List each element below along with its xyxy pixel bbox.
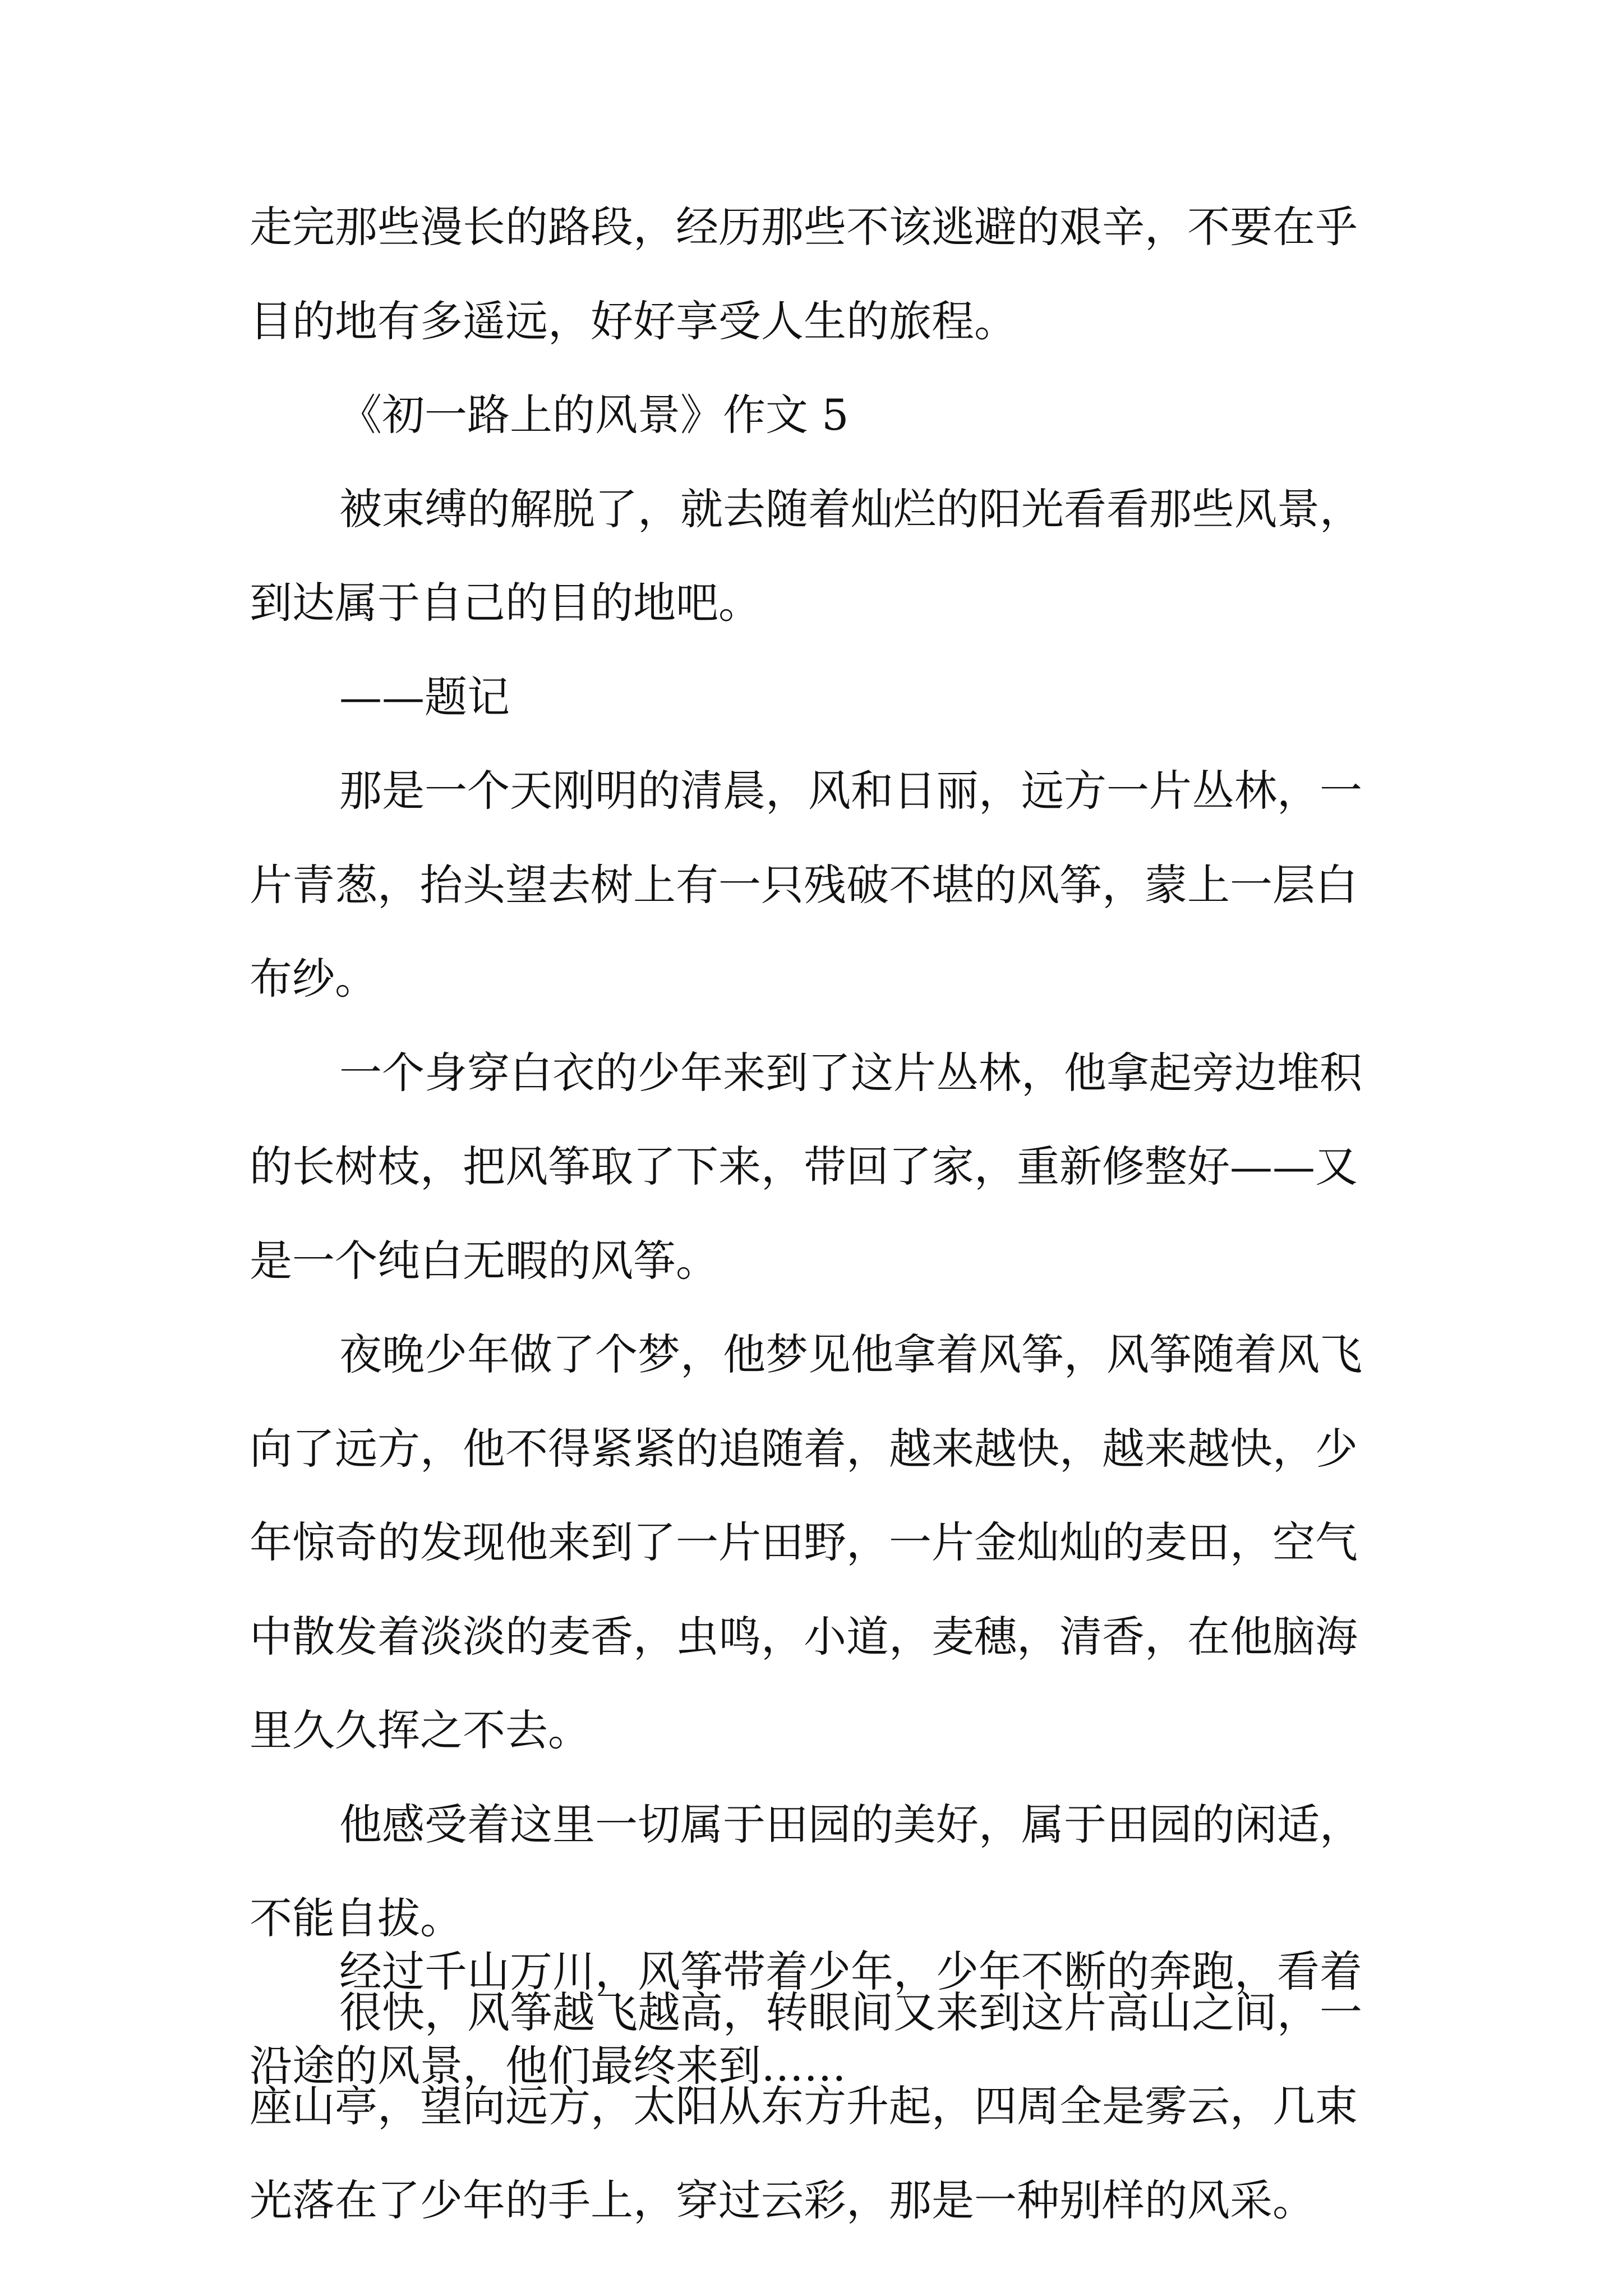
text-line: 中散发着淡淡的麦香，虫鸣，小道，麦穗，清香，在他脑海 [250, 1612, 1358, 1662]
text-line: 夜晚少年做了个梦，他梦见他拿着风筝，风筝随着风飞 [339, 1329, 1362, 1379]
text-line: 沿途的风景，他们最终来到…… [250, 2041, 846, 2091]
text-line: 目的地有多遥远，好好享受人生的旅程。 [250, 296, 1017, 346]
text-line: 经过千山万川，风筝带着少年，少年不断的奔跑，看着 [339, 1947, 1362, 1996]
epigraph-attribution: ——题记 [339, 672, 510, 722]
text-line: 的长树枝，把风筝取了下来，带回了家，重新修整好——又 [250, 1142, 1358, 1191]
text-line: 很快，风筝越飞越高，转眼间又来到这片高山之间，一 [339, 1987, 1362, 2037]
text-line: 走完那些漫长的路段，经历那些不该逃避的艰辛，不要在乎 [250, 202, 1358, 252]
text-line: 年惊奇的发现他来到了一片田野，一片金灿灿的麦田，空气 [250, 1517, 1358, 1567]
text-line: 被束缚的解脱了，就去随着灿烂的阳光看看那些风景， [339, 484, 1362, 534]
text-line: 他感受着这里一切属于田园的美好，属于田园的闲适， [339, 1800, 1362, 1849]
text-line: 里久久挥之不去。 [250, 1705, 591, 1755]
text-line: 向了远方，他不得紧紧的追随着，越来越快，越来越快，少 [250, 1424, 1358, 1474]
text-line: 光落在了少年的手上，穿过云彩，那是一种别样的风采。 [250, 2175, 1315, 2225]
text-line: 座山亭，望向远方，太阳从东方升起，四周全是雾云，几束 [250, 2081, 1358, 2131]
text-line: 是一个纯白无暇的风筝。 [250, 1236, 718, 1286]
text-line: 那是一个天刚明的清晨，风和日丽，远方一片丛林，一 [339, 766, 1362, 816]
text-line: 到达属于自己的目的地吧。 [250, 578, 761, 628]
text-line: 布纱。 [250, 954, 377, 1004]
document-tail [250, 1941, 1410, 2126]
article-title: 《初一路上的风景》作文 5 [339, 390, 849, 440]
text-line: 不能自拔。 [250, 1893, 463, 1943]
text-line: 片青葱，抬头望去树上有一只残破不堪的风筝，蒙上一层白 [250, 860, 1358, 910]
text-line: 一个身穿白衣的少年来到了这片丛林，他拿起旁边堆积 [339, 1048, 1362, 1098]
